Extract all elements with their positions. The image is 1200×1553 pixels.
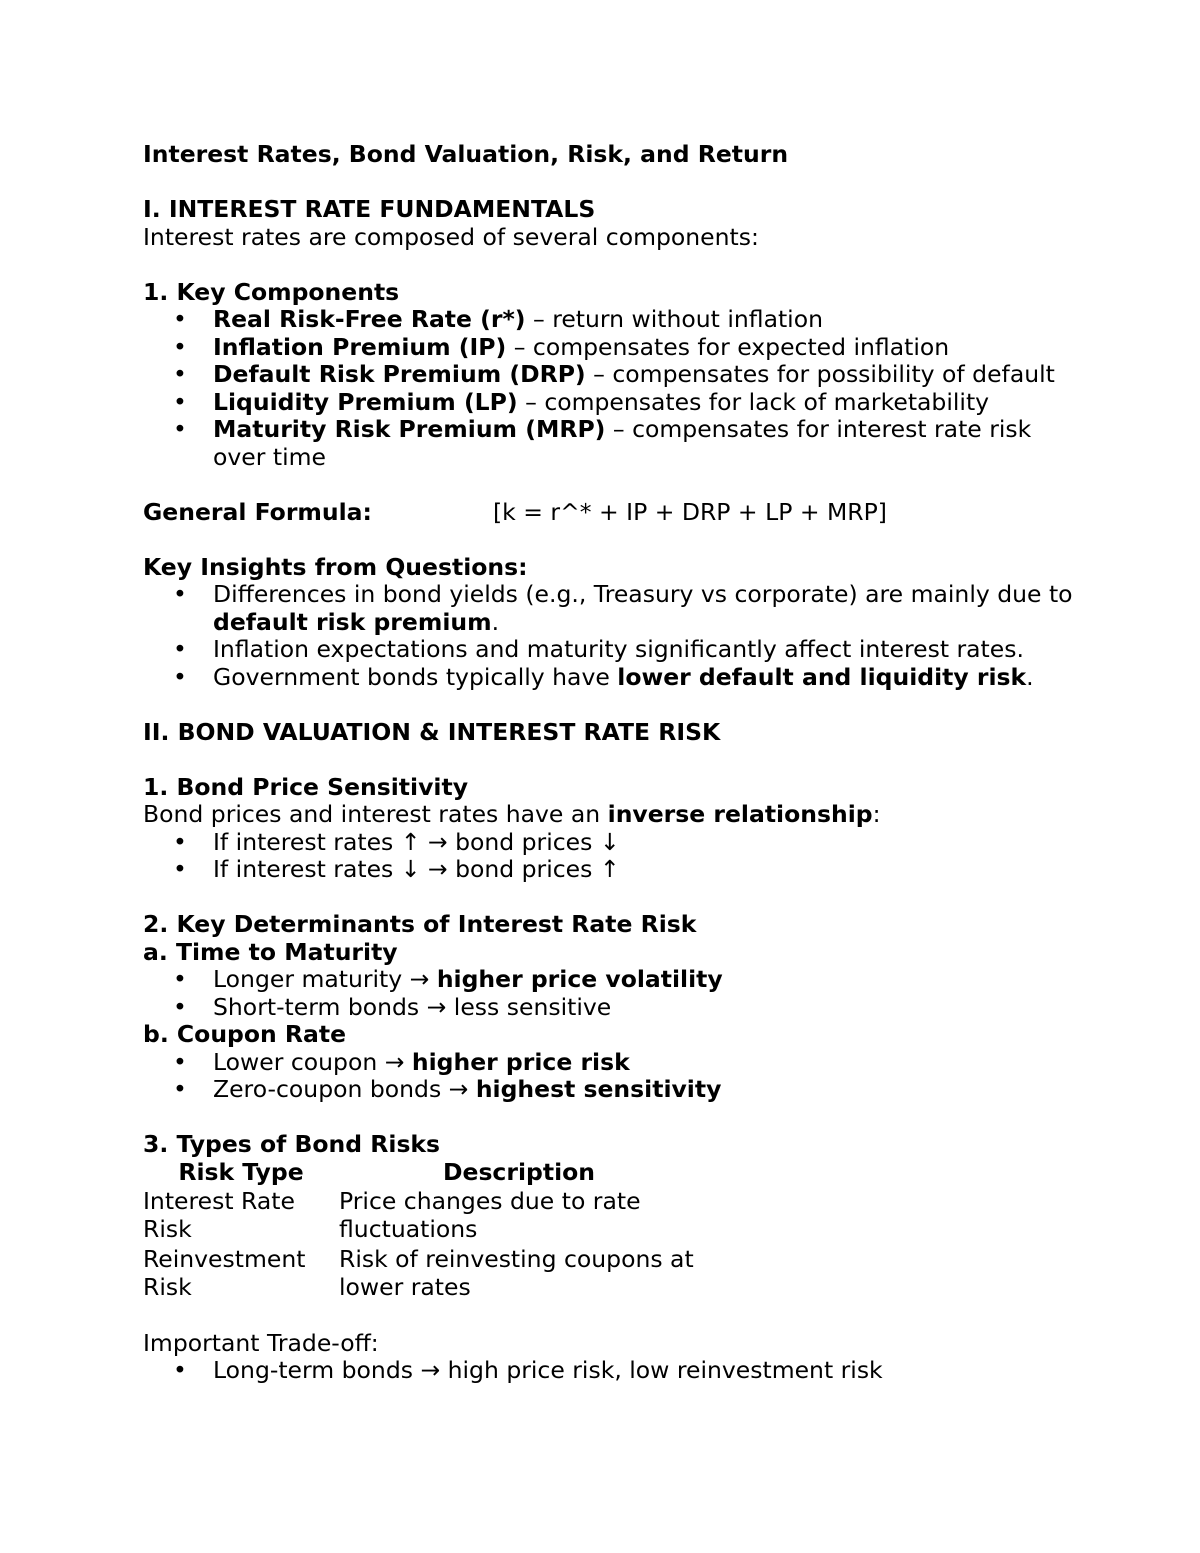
item-bold: higher price volatility [436, 965, 723, 993]
column-header: Description [443, 1157, 595, 1186]
sensitivity-heading: 1. Bond Price Sensitivity [143, 772, 469, 801]
item-text: Zero-coupon bonds → [213, 1075, 476, 1103]
sensitivity-text: Bond prices and interest rates have an [143, 800, 608, 828]
document-title: Interest Rates, Bond Valuation, Risk, and Return [143, 140, 789, 168]
component-term: Real Risk-Free Rate (r*) [213, 305, 526, 333]
sensitivity-list [143, 829, 1073, 884]
list-item [143, 334, 1073, 362]
insight-bold: default risk premium [213, 607, 492, 636]
sensitivity-text: : [872, 800, 881, 828]
insight-text: Inflation expectations and maturity significantly affect interest rates. [213, 635, 1024, 663]
maturity-list [143, 966, 1073, 1021]
coupon-list [143, 1049, 1073, 1104]
sensitivity-bold: inverse relationship [607, 800, 873, 828]
list-item: • If interest rates ↑ → bond prices ↓ [143, 829, 1073, 857]
coupon-rate-heading: b. Coupon Rate [143, 1020, 347, 1048]
insight-text: . [491, 607, 500, 636]
item-bold: highest sensitivity [475, 1075, 722, 1103]
tradeoff-list [143, 1357, 1073, 1385]
list-item: • If interest rates ↓ → bond prices ↑ [143, 856, 1073, 884]
sensitivity-intro [143, 801, 1073, 829]
component-desc: – compensates for lack of marketability [517, 387, 990, 416]
components-list [143, 306, 1073, 471]
general-formula [143, 499, 1073, 527]
types-heading: 3. Types of Bond Risks [143, 1130, 441, 1158]
component-term: Liquidity Premium (LP) [213, 387, 518, 416]
list-item [143, 361, 1073, 389]
table-cell: Price changes due to rate fluctuations [339, 1187, 641, 1243]
component-desc: – compensates for expected inflation [506, 332, 950, 361]
list-item [143, 306, 1073, 334]
list-item [143, 636, 1073, 664]
table-row [143, 1244, 699, 1302]
list-item [143, 966, 1073, 994]
insights-list [143, 581, 1073, 691]
insights-heading: Key Insights from Questions: [143, 552, 528, 581]
list-item [143, 664, 1073, 692]
list-item: • Short-term bonds → less sensitive [143, 994, 1073, 1022]
list-item [143, 1076, 1073, 1104]
table-cell: Reinvestment Risk [143, 1245, 306, 1301]
list-item [143, 389, 1073, 417]
section-1-intro: Interest rates are composed of several components: [143, 222, 759, 251]
tradeoff-label: Important Trade-off: [143, 1328, 379, 1357]
time-to-maturity-heading: a. Time to Maturity [143, 937, 398, 966]
document-page [143, 141, 1073, 1385]
list-item [143, 1049, 1073, 1077]
formula-label: General Formula: [143, 497, 372, 526]
determinants-heading: 2. Key Determinants of Interest Rate Risk [143, 910, 697, 938]
component-desc: – compensates for interest rate risk over time [213, 415, 1032, 471]
column-header: Risk Type [178, 1157, 304, 1186]
table-cell: Risk of reinvesting coupons at lower rates [339, 1245, 694, 1301]
item-text: Longer maturity → [213, 965, 437, 993]
list-item [143, 581, 1073, 636]
section-2-heading: II. BOND VALUATION & INTEREST RATE RISK [143, 717, 721, 746]
table-row [143, 1186, 699, 1244]
insight-text: Government bonds typically have [213, 662, 618, 691]
insight-text: Differences in bond yields (e.g., Treasury vs corporate) are mainly due to [213, 580, 1073, 608]
table-cell: Interest Rate Risk [143, 1187, 295, 1243]
insight-text: . [1026, 662, 1034, 691]
component-term: Inflation Premium (IP) [213, 332, 507, 361]
item-text: Lower coupon → [213, 1047, 412, 1076]
list-item [143, 416, 1073, 471]
key-components-heading: 1. Key Components [143, 277, 400, 306]
component-term: Maturity Risk Premium (MRP) [213, 415, 606, 443]
risk-types-table [143, 1159, 699, 1303]
component-desc: – return without inflation [525, 305, 823, 333]
item-bold: higher price risk [411, 1047, 630, 1076]
component-term: Default Risk Premium (DRP) [213, 360, 586, 388]
list-item: • Long-term bonds → high price risk, low reinvestment risk [143, 1357, 1073, 1385]
insight-bold: lower default and liquidity risk [617, 662, 1027, 691]
section-1-heading: I. INTEREST RATE FUNDAMENTALS [143, 195, 596, 223]
formula-equation: [k = r^* + IP + DRP + LP + MRP] [493, 497, 887, 526]
component-desc: – compensates for possibility of default [585, 360, 1055, 388]
table-header-row [143, 1159, 699, 1187]
